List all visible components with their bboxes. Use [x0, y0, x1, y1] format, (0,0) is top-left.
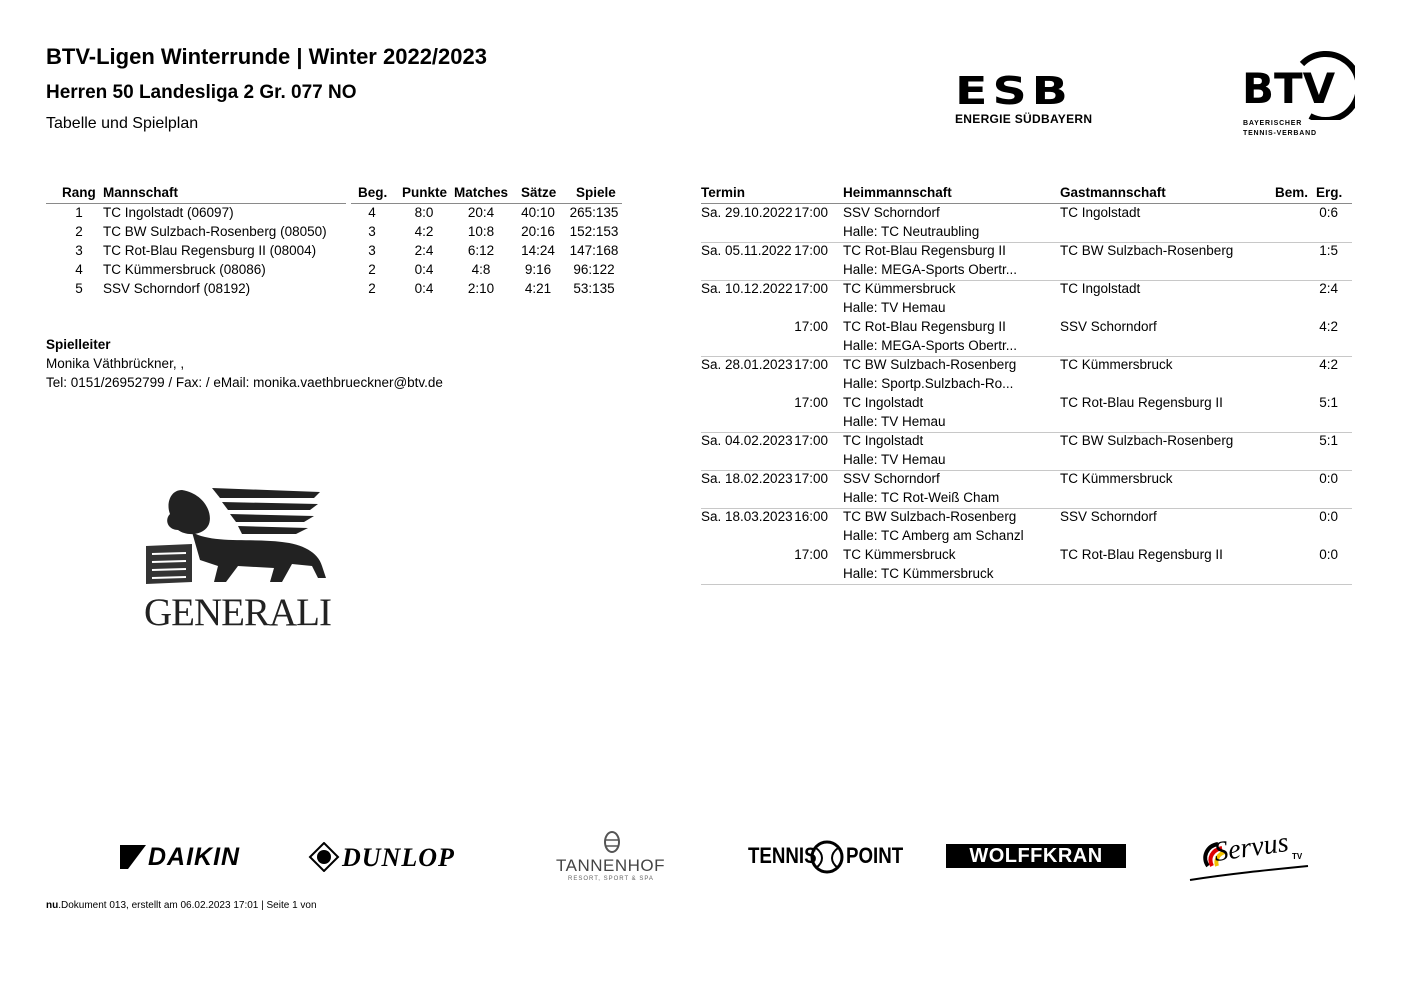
standings-cell-spiele: 265:135 — [569, 205, 619, 220]
col-spiele: Spiele — [576, 185, 616, 200]
btv-logo-mark: BTV — [1242, 64, 1336, 113]
standings-cell-team: SSV Schorndorf (08192) — [103, 281, 251, 296]
standings-cell-rang: 2 — [75, 224, 83, 239]
schedule-cell-time: 17:00 — [794, 471, 828, 486]
schedule-cell-result: 5:1 — [1319, 395, 1338, 410]
schedule-cell-home: TC Ingolstadt — [843, 395, 924, 410]
standings-cell-team: TC Kümmersbruck (08086) — [103, 262, 266, 277]
schedule-cell-home: TC BW Sulzbach-Rosenberg — [843, 509, 1017, 524]
schedule-cell-result: 5:1 — [1319, 433, 1338, 448]
btv-logo-line1: BAYERISCHER — [1243, 120, 1303, 127]
standings-header-divider-2 — [351, 203, 622, 204]
servustv-logo — [1188, 826, 1318, 884]
schedule-cell-hall: Halle: TC Kümmersbruck — [843, 566, 994, 581]
tennispoint-word-2: POINT — [846, 843, 904, 868]
col-rang: Rang — [62, 185, 96, 200]
schedule-cell-date: Sa. 04.02.2023 — [701, 433, 793, 448]
col-beg: Beg. — [358, 185, 388, 200]
standings-cell-spiele: 152:153 — [569, 224, 619, 239]
schedule-cell-time: 17:00 — [794, 357, 828, 372]
col-punkte: Punkte — [402, 185, 448, 200]
generali-wordmark: GENERALI — [144, 591, 331, 634]
col-matches: Matches — [454, 185, 509, 200]
standings-cell-spiele: 96:122 — [573, 262, 615, 277]
spielleiter-label: Spielleiter — [46, 337, 111, 352]
standings-cell-punkte: 0:4 — [414, 262, 434, 277]
daikin-wordmark: DAIKIN — [148, 843, 241, 871]
standings-cell-rang: 5 — [75, 281, 83, 296]
servus-wordmark: Servus — [1212, 826, 1291, 869]
schedule-row-divider — [701, 584, 1352, 585]
pinecone-icon — [602, 828, 622, 854]
standings-cell-matches: 4:8 — [471, 262, 491, 277]
generali-logo — [140, 486, 340, 636]
schedule-cell-date: Sa. 18.03.2023 — [701, 509, 793, 524]
schedule-cell-home: TC BW Sulzbach-Rosenberg — [843, 357, 1017, 372]
schedule-cell-hall: Halle: TC Amberg am Schanzl — [843, 528, 1024, 543]
standings-cell-team: TC Rot-Blau Regensburg II (08004) — [103, 243, 317, 258]
schedule-cell-result: 1:5 — [1319, 243, 1338, 258]
standings-cell-rang: 3 — [75, 243, 83, 258]
schedule-cell-time: 17:00 — [794, 433, 828, 448]
daikin-logo — [118, 842, 268, 872]
standings-cell-beg: 3 — [368, 224, 376, 239]
schedule-cell-time: 17:00 — [794, 319, 828, 334]
esb-logo-mark: ESB — [955, 69, 1073, 113]
schedule-cell-time: 17:00 — [794, 205, 828, 220]
schedule-cell-guest: TC Ingolstadt — [1060, 281, 1141, 296]
schedule-cell-hall: Halle: TV Hemau — [843, 300, 946, 315]
footer-text: .Dokument 013, erstellt am 06.02.2023 17:01 | Seite 1 von — [58, 900, 317, 911]
schedule-cell-date: Sa. 05.11.2022 — [701, 243, 792, 258]
standings-cell-saetze: 40:10 — [521, 205, 555, 220]
servus-tv-label: TV — [1292, 852, 1303, 861]
standings-cell-saetze: 4:21 — [524, 281, 552, 296]
standings-cell-matches: 10:8 — [467, 224, 495, 239]
esb-logo-text: ENERGIE SÜDBAYERN — [955, 112, 1093, 126]
schedule-cell-result: 2:4 — [1319, 281, 1338, 296]
dunlop-wordmark: DUNLOP — [342, 843, 455, 872]
schedule-cell-hall: Halle: TC Neutraubling — [843, 224, 980, 239]
standings-cell-beg: 4 — [368, 205, 376, 220]
standings-cell-punkte: 8:0 — [414, 205, 434, 220]
col-saetze: Sätze — [521, 185, 557, 200]
standings-cell-matches: 6:12 — [467, 243, 495, 258]
schedule-cell-hall: Halle: TV Hemau — [843, 452, 946, 467]
schedule-cell-guest: TC BW Sulzbach-Rosenberg — [1060, 243, 1234, 258]
schedule-cell-guest: SSV Schorndorf — [1060, 319, 1157, 334]
document-footer — [46, 900, 317, 911]
spielleiter-name: Monika Väthbrückner, , — [46, 356, 185, 371]
schedule-cell-result: 4:2 — [1319, 357, 1338, 372]
swoosh-icon — [1188, 864, 1310, 884]
daikin-mark-icon — [118, 843, 148, 871]
schedule-cell-guest: TC Ingolstadt — [1060, 205, 1141, 220]
standings-cell-punkte: 4:2 — [414, 224, 434, 239]
schedule-cell-home: TC Kümmersbruck — [843, 547, 956, 562]
schedule-cell-time: 17:00 — [794, 243, 828, 258]
schedule-cell-time: 17:00 — [794, 547, 828, 562]
schedule-cell-date: Sa. 18.02.2023 — [701, 471, 793, 486]
tannenhof-tagline: RESORT, SPORT & SPA — [568, 876, 654, 882]
btv-logo-line2: TENNIS-VERBAND — [1243, 130, 1317, 137]
schedule-cell-home: SSV Schorndorf — [843, 205, 940, 220]
schedule-cell-guest: TC Rot-Blau Regensburg II — [1060, 395, 1223, 410]
league-subtitle: Herren 50 Landesliga 2 Gr. 077 NO — [46, 82, 357, 103]
section-label: Tabelle und Spielplan — [46, 115, 199, 132]
schedule-cell-date: Sa. 29.10.2022 — [701, 205, 793, 220]
standings-cell-rang: 4 — [75, 262, 83, 277]
standings-cell-saetze: 14:24 — [521, 243, 555, 258]
standings-cell-team: TC BW Sulzbach-Rosenberg (08050) — [103, 224, 327, 239]
standings-cell-team: TC Ingolstadt (06097) — [103, 205, 234, 220]
standings-cell-beg: 2 — [368, 281, 376, 296]
standings-cell-rang: 1 — [75, 205, 83, 220]
schedule-cell-hall: Halle: MEGA-Sports Obertr... — [843, 338, 1018, 353]
schedule-cell-home: SSV Schorndorf — [843, 471, 940, 486]
schedule-cell-guest: TC Kümmersbruck — [1060, 471, 1173, 486]
wolffkran-logo: WOLFFKRAN — [946, 844, 1126, 868]
col-erg: Erg. — [1316, 185, 1343, 200]
col-termin: Termin — [701, 185, 746, 200]
schedule-cell-result: 0:0 — [1319, 471, 1338, 486]
standings-cell-matches: 20:4 — [467, 205, 495, 220]
tannenhof-logo — [552, 828, 672, 884]
schedule-cell-guest: SSV Schorndorf — [1060, 509, 1157, 524]
schedule-cell-guest: TC Rot-Blau Regensburg II — [1060, 547, 1223, 562]
dunlop-logo — [308, 842, 513, 872]
schedule-cell-hall: Halle: Sportp.Sulzbach-Ro... — [843, 376, 1014, 391]
schedule-cell-result: 0:0 — [1319, 509, 1338, 524]
tennispoint-word-1: TENNIS — [748, 843, 817, 868]
col-gast: Gastmannschaft — [1060, 185, 1166, 200]
tennispoint-logo — [748, 840, 903, 874]
schedule-cell-home: TC Kümmersbruck — [843, 281, 956, 296]
schedule-cell-result: 0:6 — [1319, 205, 1338, 220]
standings-cell-beg: 2 — [368, 262, 376, 277]
schedule-cell-result: 4:2 — [1319, 319, 1338, 334]
standings-cell-matches: 2:10 — [467, 281, 495, 296]
schedule-cell-home: TC Rot-Blau Regensburg II — [843, 319, 1006, 334]
lion-icon — [142, 486, 332, 588]
standings-cell-beg: 3 — [368, 243, 376, 258]
schedule-header-divider — [701, 203, 1352, 204]
schedule-cell-hall: Halle: TV Hemau — [843, 414, 946, 429]
schedule-cell-time: 17:00 — [794, 281, 828, 296]
col-heim: Heimmannschaft — [843, 185, 952, 200]
standings-cell-saetze: 20:16 — [521, 224, 555, 239]
standings-cell-spiele: 147:168 — [569, 243, 619, 258]
tannenhof-wordmark: TANNENHOF — [556, 856, 666, 875]
footer-brand: nu — [46, 900, 59, 911]
schedule-cell-home: TC Ingolstadt — [843, 433, 924, 448]
standings-header-divider — [46, 203, 346, 204]
schedule-cell-result: 0:0 — [1319, 547, 1338, 562]
spielleiter-contact: Tel: 0151/26952799 / Fax: / eMail: monika.vaethbrueckner@btv.de — [46, 375, 443, 390]
schedule-cell-date: Sa. 28.01.2023 — [701, 357, 793, 372]
page-title: BTV-Ligen Winterrunde | Winter 2022/2023 — [46, 44, 487, 69]
schedule-cell-time: 17:00 — [794, 395, 828, 410]
dunlop-mark-icon — [308, 842, 340, 872]
standings-cell-saetze: 9:16 — [524, 262, 552, 277]
esb-logo — [955, 69, 1095, 128]
schedule-cell-hall: Halle: TC Rot-Weiß Cham — [843, 490, 1000, 505]
schedule-cell-guest: TC BW Sulzbach-Rosenberg — [1060, 433, 1234, 448]
schedule-cell-date: Sa. 10.12.2022 — [701, 281, 793, 296]
col-bem: Bem. — [1275, 185, 1309, 200]
schedule-cell-time: 16:00 — [794, 509, 828, 524]
btv-logo — [1240, 50, 1360, 145]
standings-cell-punkte: 2:4 — [414, 243, 434, 258]
standings-cell-spiele: 53:135 — [573, 281, 615, 296]
tennis-ball-icon — [810, 840, 844, 874]
schedule-cell-home: TC Rot-Blau Regensburg II — [843, 243, 1006, 258]
schedule-cell-guest: TC Kümmersbruck — [1060, 357, 1173, 372]
col-team: Mannschaft — [103, 185, 179, 200]
schedule-cell-hall: Halle: MEGA-Sports Obertr... — [843, 262, 1018, 277]
standings-cell-punkte: 0:4 — [414, 281, 434, 296]
